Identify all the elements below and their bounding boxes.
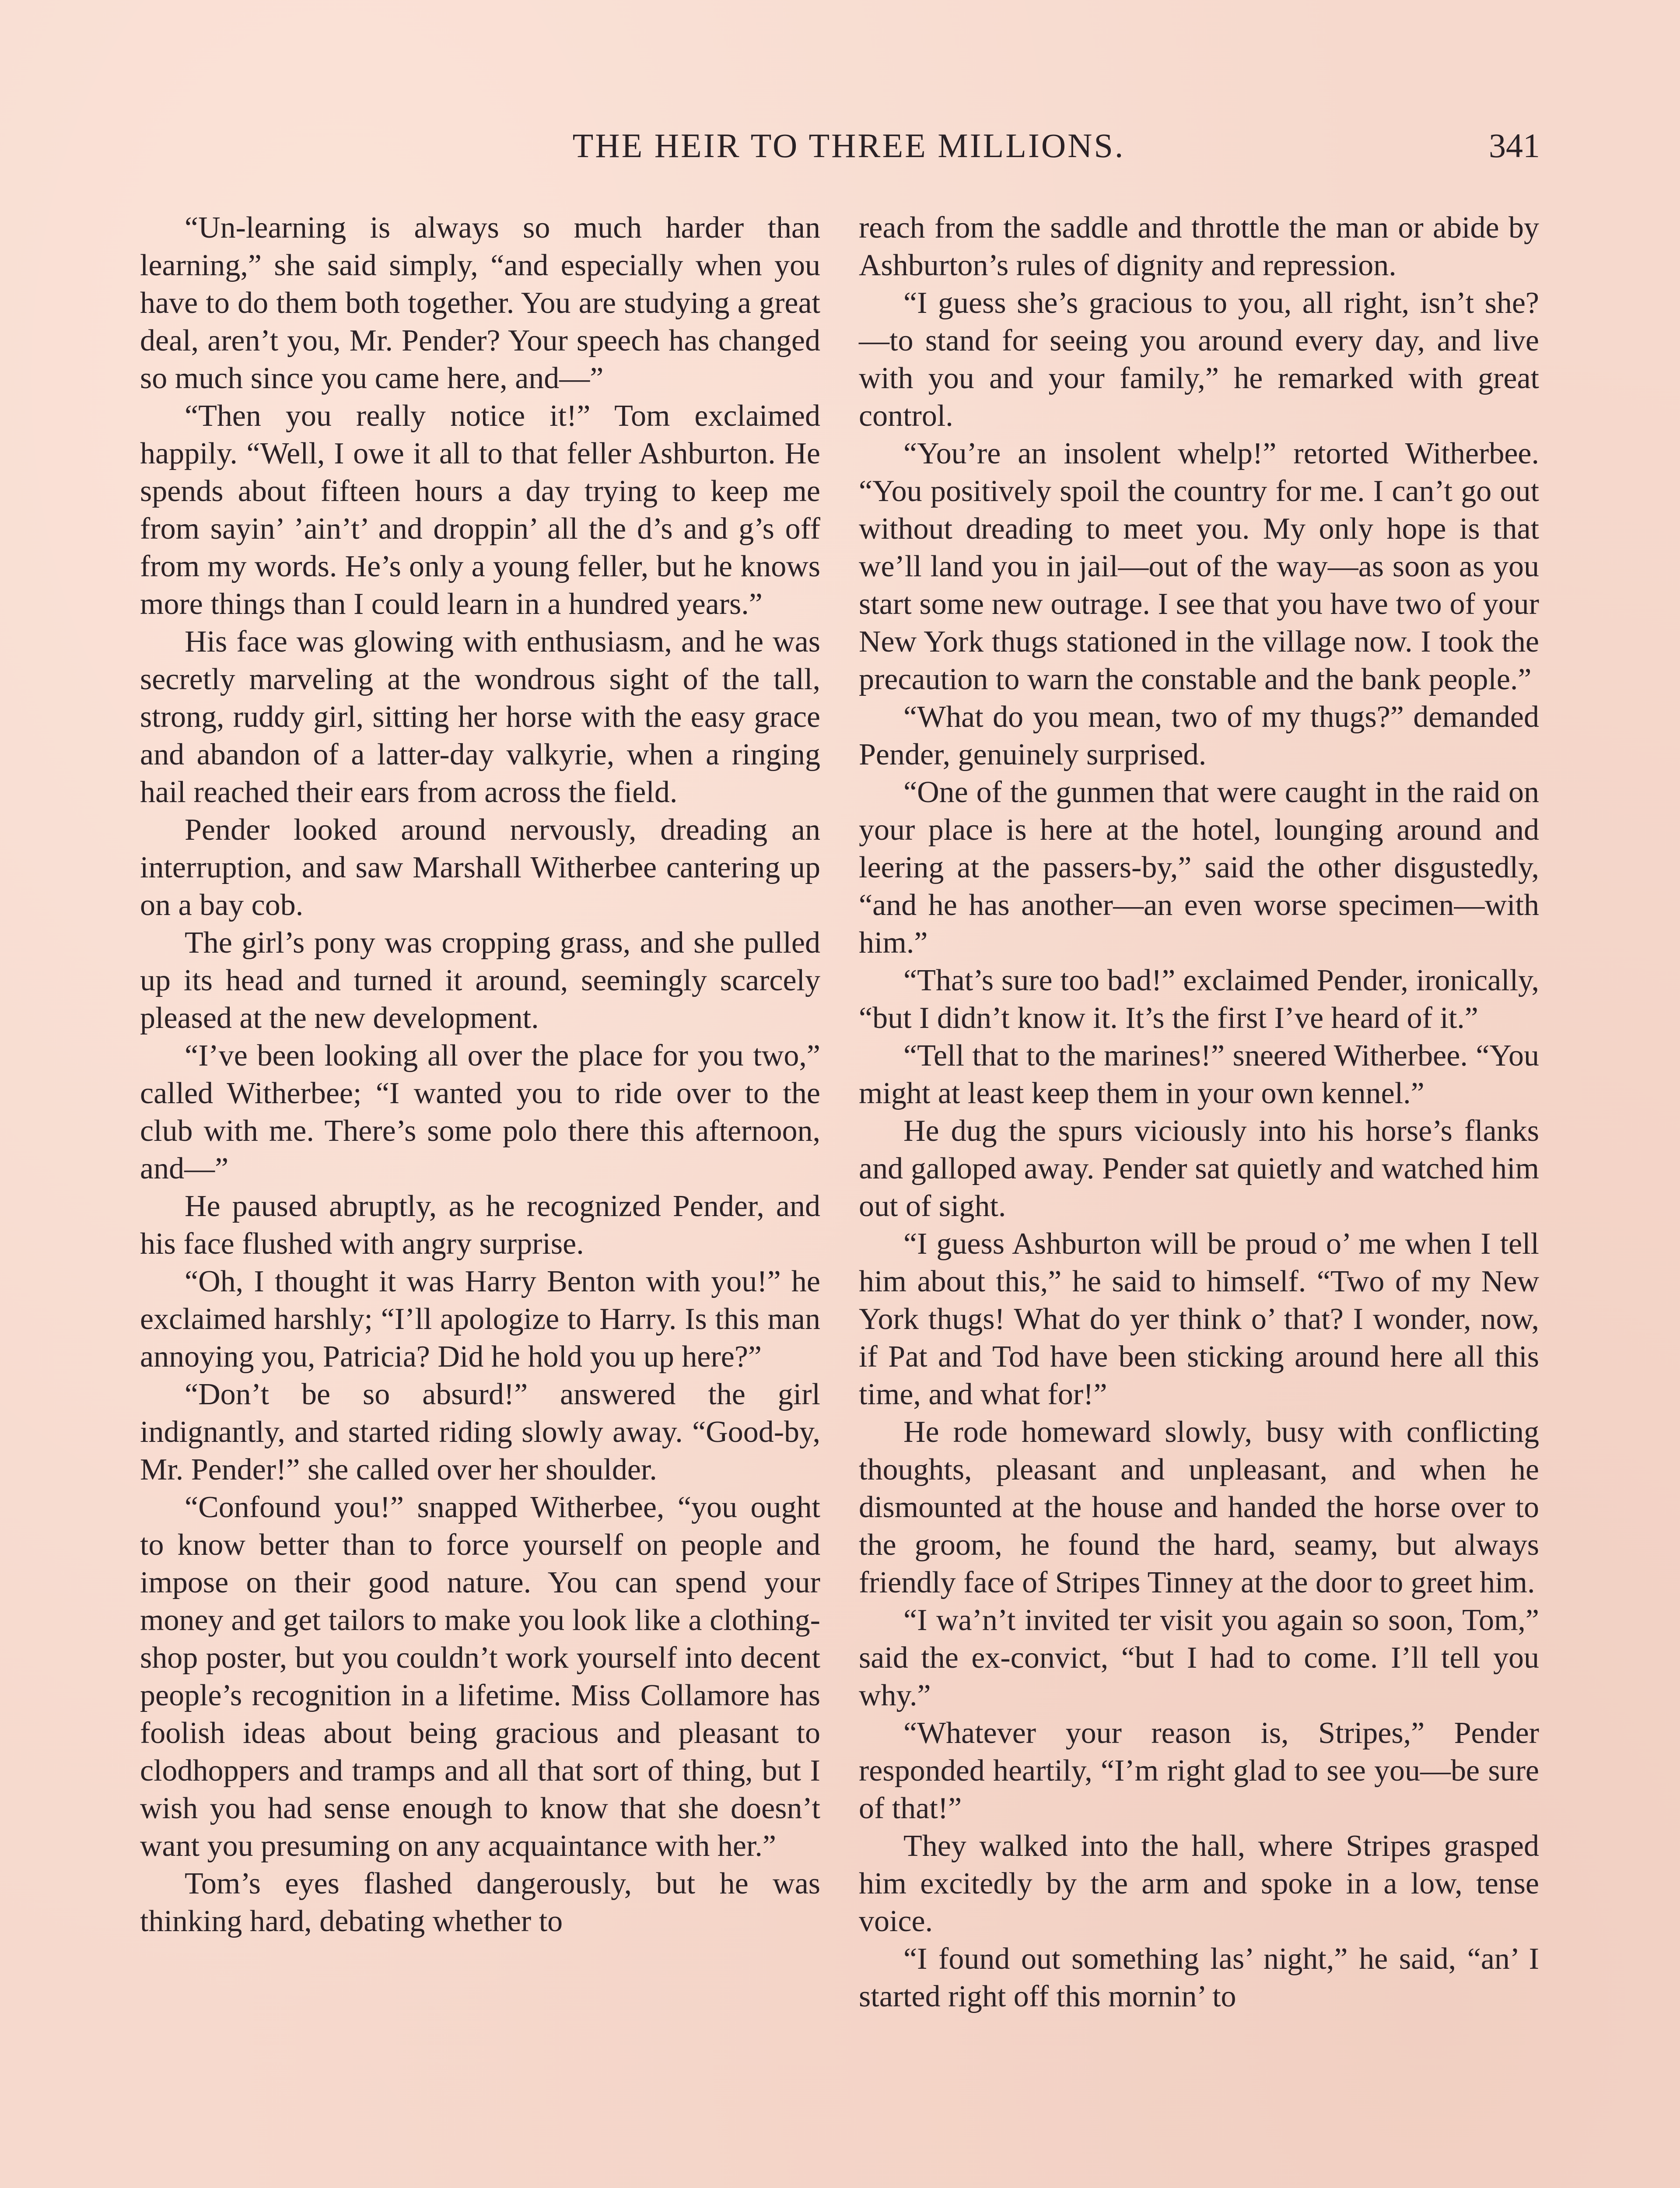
paragraph: He dug the spurs viciously into his horse’s flanks and galloped away. Pender sat quietly and watched him out of sight. [859, 1114, 1539, 1223]
paragraph: “Un-learning is always so much harder than learning,” she said simply, “and especially when you have to do them both together. You are studying a great deal, aren’t you, Mr. Pender? Your speech has changed so much since you came here, and—” [140, 211, 820, 395]
paragraph: They walked into the hall, where Stripes grasped him excitedly by the arm and spoke in a low, tense voice. [859, 1829, 1539, 1938]
page-number: 341 [1489, 126, 1540, 165]
paragraph: He paused abruptly, as he recognized Pender, and his face flushed with angry surprise. [140, 1189, 820, 1261]
paragraph: “I guess Ashburton will be proud o’ me when I tell him about this,” he said to himself. “Two of my New York thugs! What do yer think o’ that? I wonder, now, if Pat and Tod have been sticking around here all this time, and what for!” [859, 1227, 1539, 1411]
paragraph: Pender looked around nervously, dreading an interruption, and saw Marshall Witherbee cantering up on a bay cob. [140, 813, 820, 922]
paragraph: The girl’s pony was cropping grass, and she pulled up its head and turned it around, seemingly scarcely pleased at the new development. [140, 926, 820, 1035]
right-column [859, 209, 1539, 2016]
running-title: THE HEIR TO THREE MILLIONS. [572, 126, 1125, 165]
paragraph: Tom’s eyes flashed dangerously, but he was thinking hard, debating whether to [140, 1867, 820, 1938]
paragraph: “I guess she’s gracious to you, all right, isn’t she?—to stand for seeing you around every day, and live with you and your family,” he remarked with great control. [859, 286, 1539, 433]
paragraph: “One of the gunmen that were caught in the raid on your place is here at the hotel, lounging around and leering at the passers-by,” said the other disgustedly, “and he has another—an even worse specimen—with him.” [859, 775, 1539, 960]
paragraph: His face was glowing with enthusiasm, and he was secretly marveling at the wondrous sight of the tall, strong, ruddy girl, sitting her horse with the easy grace and abandon of a latter-day valkyrie, when a ringing hail reached their ears from across the field. [140, 625, 820, 809]
paragraph: “Tell that to the marines!” sneered Witherbee. “You might at least keep them in your own kennel.” [859, 1039, 1539, 1110]
paragraph: “I found out something las’ night,” he said, “an’ I started right off this mornin’ to [859, 1942, 1539, 2013]
paragraph: “I wa’n’t invited ter visit you again so soon, Tom,” said the ex-convict, “but I had to come. I’ll tell you why.” [859, 1603, 1539, 1712]
paragraph: “Oh, I thought it was Harry Benton with you!” he exclaimed harshly; “I’ll apologize to Harry. Is this man annoying you, Patricia? Did he hold you up here?” [140, 1265, 820, 1374]
paragraph: He rode homeward slowly, busy with conflicting thoughts, pleasant and unpleasant, and when he dismounted at the house and handed the horse over to the groom, he found the hard, seamy, but always friendly face of Stripes Tinney at the door to greet him. [859, 1415, 1539, 1599]
paragraph: “That’s sure too bad!” exclaimed Pender, ironically, “but I didn’t know it. It’s the first I’ve heard of it.” [859, 964, 1539, 1035]
paragraph: “You’re an insolent whelp!” retorted Witherbee. “You positively spoil the country for me. I can’t go out without dreading to meet you. My only hope is that we’ll land you in jail—out of the way—as soon as you start some new outrage. I see that you have two of your New York thugs stationed in the village now. I took the precaution to warn the constable and the bank people.” [859, 437, 1539, 696]
paragraph: “Confound you!” snapped Witherbee, “you ought to know better than to force yourself on people and impose on their good nature. You can spend your money and get tailors to make you look like a clothing-shop poster, but you couldn’t work yourself into decent people’s recognition in a lifetime. Miss Collamore has foolish ideas about being gracious and pleasant to clodhoppers and tramps and all that sort of thing, but I wish you had sense enough to know that she doesn’t want you presuming on any acquaintance with her.” [140, 1490, 820, 1863]
left-column [140, 209, 820, 1940]
paragraph: “Whatever your reason is, Stripes,” Pender responded heartily, “I’m right glad to see you—be sure of that!” [859, 1716, 1539, 1825]
paragraph: “Don’t be so absurd!” answered the girl indignantly, and started riding slowly away. “Good-by, Mr. Pender!” she called over her shoulder. [140, 1378, 820, 1487]
paragraph: “I’ve been looking all over the place for you two,” called Witherbee; “I wanted you to ride over to the club with me. There’s some polo there this afternoon, and—” [140, 1039, 820, 1185]
paragraph: “Then you really notice it!” Tom exclaimed happily. “Well, I owe it all to that feller Ashburton. He spends about fifteen hours a day trying to keep me from sayin’ ’ain’t’ and droppin’ all the d’s and g’s off from my words. He’s only a young feller, but he knows more things than I could learn in a hundred years.” [140, 399, 820, 621]
paragraph: “What do you mean, two of my thugs?” demanded Pender, genuinely surprised. [859, 700, 1539, 771]
paragraph-continuation: reach from the saddle and throttle the man or abide by Ashburton’s rules of dignity and repression. [859, 211, 1539, 282]
